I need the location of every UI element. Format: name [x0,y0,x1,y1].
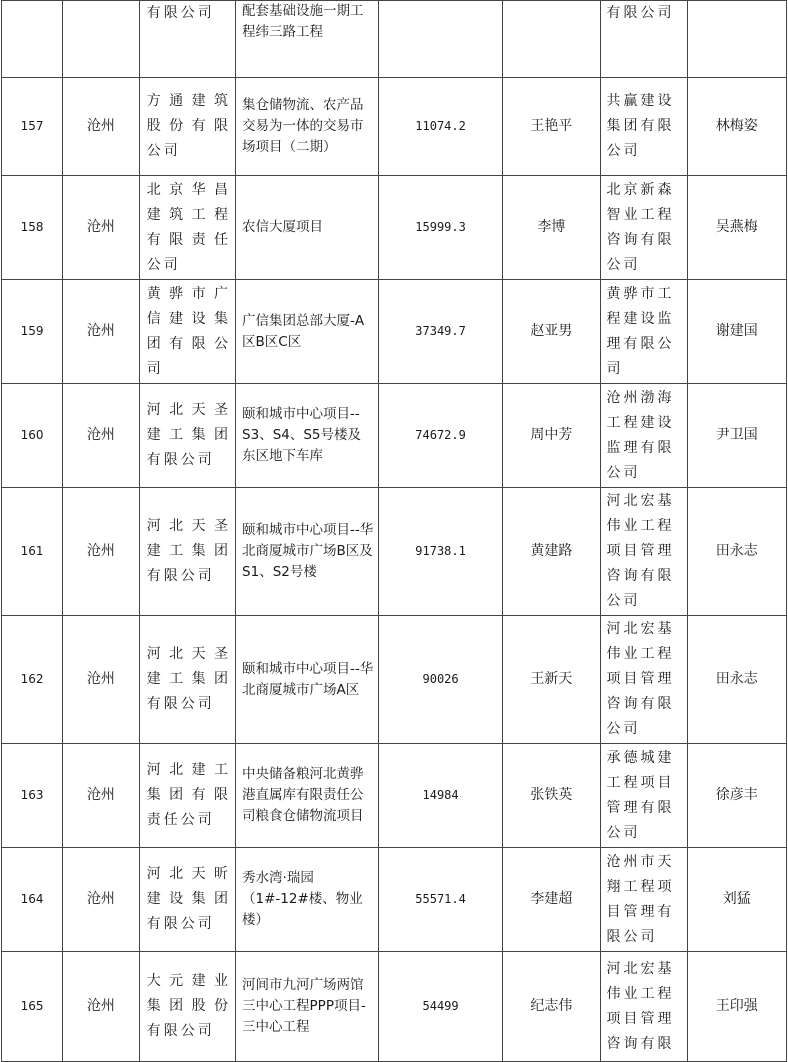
amount-cell: 90026 [378,616,502,744]
company-cell: 有限公司 [139,1,235,78]
project-table [1,0,787,1062]
amount-cell: 55571.4 [378,848,502,952]
company-cell: 河北建工集团有限责任公司 [139,744,235,848]
company-cell: 河北天昕建设集团有限公司 [139,848,235,952]
project-cell: 颐和城市中心项目--华北商厦城市广场B区及S1、S2号楼 [236,488,379,616]
city-cell: 沧州 [63,616,140,744]
table-row [2,384,787,488]
company-cell: 河北天圣建工集团有限公司 [139,616,235,744]
manager-cell: 赵亚男 [503,280,600,384]
project-cell: 河间市九河广场两馆三中心工程PPP项目-三中心工程 [236,952,379,1062]
manager-cell: 李博 [503,176,600,280]
amount-cell: 54499 [378,952,502,1062]
row-number-cell: 164 [2,848,63,952]
amount-cell: 37349.7 [378,280,502,384]
city-cell: 沧州 [63,176,140,280]
company-cell: 河北天圣建工集团有限公司 [139,488,235,616]
project-cell: 中央储备粮河北黄骅港直属库有限责任公司粮食仓储物流项目 [236,744,379,848]
row-number-cell: 165 [2,952,63,1062]
row-number-cell: 160 [2,384,63,488]
supervisor-cell: 河北宏基伟业工程项目管理咨询有限公司 [600,488,687,616]
project-cell: 农信大厦项目 [236,176,379,280]
company-cell: 黄骅市广信建设集团有限公司 [139,280,235,384]
project-cell: 颐和城市中心项目--S3、S4、S5号楼及东区地下车库 [236,384,379,488]
project-cell: 集仓储物流、农产品交易为一体的交易市场项目（二期） [236,78,379,176]
project-cell: 颐和城市中心项目--华北商厦城市广场A区 [236,616,379,744]
amount-cell: 11074.2 [378,78,502,176]
city-cell: 沧州 [63,848,140,952]
manager-cell: 张铁英 [503,744,600,848]
company-cell: 河北天圣建工集团有限公司 [139,384,235,488]
table-row [2,176,787,280]
supervisor-cell: 承德城建工程项目管理有限公司 [600,744,687,848]
row-number-cell: 159 [2,280,63,384]
project-cell: 秀水湾·瑞园（1#-12#楼、物业楼） [236,848,379,952]
engineer-cell: 刘猛 [687,848,786,952]
project-cell: 广信集团总部大厦-A区B区C区 [236,280,379,384]
manager-cell: 王艳平 [503,78,600,176]
engineer-cell: 谢建国 [687,280,786,384]
city-cell: 沧州 [63,280,140,384]
engineer-cell: 尹卫国 [687,384,786,488]
table-row [2,1,787,78]
row-number-cell: 162 [2,616,63,744]
supervisor-cell: 河北宏基伟业工程项目管理咨询有限公司 [600,616,687,744]
manager-cell [503,1,600,78]
manager-cell: 黄建路 [503,488,600,616]
manager-cell: 王新天 [503,616,600,744]
manager-cell: 周中芳 [503,384,600,488]
amount-cell: 15999.3 [378,176,502,280]
amount-cell: 91738.1 [378,488,502,616]
table-row [2,616,787,744]
table-row [2,280,787,384]
engineer-cell: 田永志 [687,616,786,744]
amount-cell: 74672.9 [378,384,502,488]
amount-cell [378,1,502,78]
supervisor-cell: 黄骅市工程建设监理有限公司 [600,280,687,384]
supervisor-cell: 北京新森智业工程咨询有限公司 [600,176,687,280]
table-row [2,744,787,848]
row-number-cell [2,1,63,78]
city-cell: 沧州 [63,488,140,616]
table-row [2,848,787,952]
engineer-cell: 田永志 [687,488,786,616]
row-number-cell: 161 [2,488,63,616]
supervisor-cell: 沧州市天翔工程项目管理有限公司 [600,848,687,952]
city-cell: 沧州 [63,744,140,848]
table-row [2,488,787,616]
row-number-cell: 157 [2,78,63,176]
project-cell: 配套基础设施一期工程纬三路工程 [236,1,379,78]
supervisor-cell: 有限公司 [600,1,687,78]
row-number-cell: 158 [2,176,63,280]
company-cell: 大元建业集团股份有限公司 [139,952,235,1062]
city-cell: 沧州 [63,384,140,488]
engineer-cell [687,1,786,78]
supervisor-cell: 共赢建设集团有限公司 [600,78,687,176]
supervisor-cell: 沧州渤海工程建设监理有限公司 [600,384,687,488]
table-row [2,78,787,176]
manager-cell: 纪志伟 [503,952,600,1062]
city-cell [63,1,140,78]
company-cell: 北京华昌建筑工程有限责任公司 [139,176,235,280]
supervisor-cell: 河北宏基伟业工程项目管理咨询有限 [600,952,687,1062]
company-cell: 方通建筑股份有限公司 [139,78,235,176]
row-number-cell: 163 [2,744,63,848]
amount-cell: 14984 [378,744,502,848]
city-cell: 沧州 [63,78,140,176]
table-row [2,952,787,1062]
engineer-cell: 林梅姿 [687,78,786,176]
engineer-cell: 王印强 [687,952,786,1062]
city-cell: 沧州 [63,952,140,1062]
manager-cell: 李建超 [503,848,600,952]
engineer-cell: 徐彦丰 [687,744,786,848]
engineer-cell: 吴燕梅 [687,176,786,280]
